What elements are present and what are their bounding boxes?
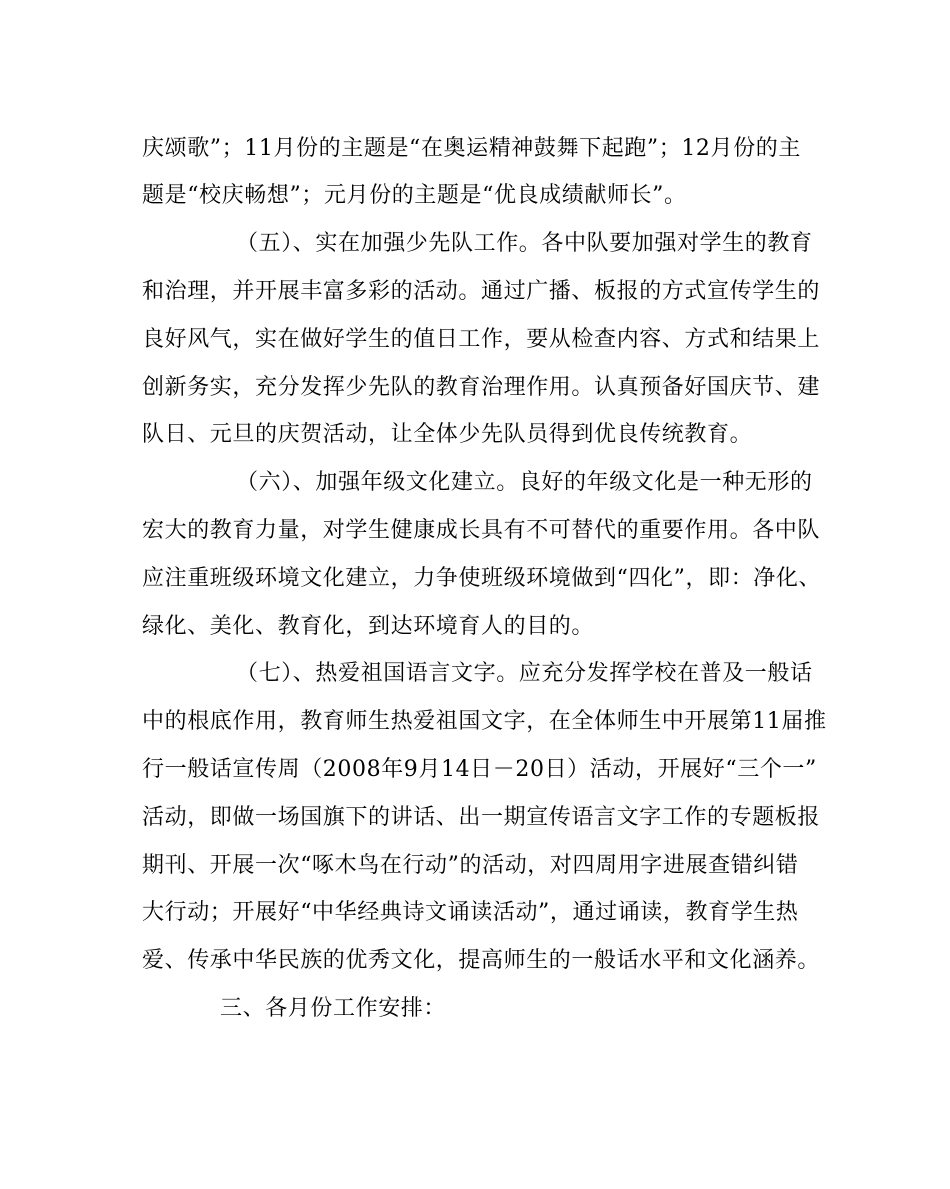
text-line-7: 队日、元旦的庆贺活动，让全体少先队员得到优良传统教育。 xyxy=(142,422,753,447)
section-six-heading: （六）、加强年级文化建立。良好的年级文化是一种无形的 xyxy=(236,470,813,495)
text-line-18: 爱、传承中华民族的优秀文化，提高师生的一般话水平和文化涵养。 xyxy=(142,948,821,973)
text-line-9: 宏大的教育力量，对学生健康成长具有不可替代的重要作用。各中队 xyxy=(142,518,821,543)
text-line-13: 中的根底作用，教育师生热爱祖国文字，在全体师生中开展第11届推 xyxy=(142,709,827,734)
text-line-14: 行一般话宣传周（2008年9月14日－20日）活动，开展好“三个一” xyxy=(142,757,817,782)
text-line-4: 和治理，并开展丰富多彩的活动。通过广播、板报的方式宣传学生的 xyxy=(142,279,821,304)
text-line-2: 题是“校庆畅想”；元月份的主题是“优良成绩献师长”。 xyxy=(142,183,687,208)
text-line-11: 绿化、美化、教育化，到达环境育人的目的。 xyxy=(142,614,595,639)
text-line-10: 应注重班级环境文化建立，力争使班级环境做到“四化”，即：净化、 xyxy=(142,566,822,591)
section-seven-heading: （七）、热爱祖国语言文字。应充分发挥学校在普及一般话 xyxy=(236,661,813,686)
text-line-5: 良好风气，实在做好学生的值日工作，要从检查内容、方式和结果上 xyxy=(142,327,821,352)
text-line-17: 大行动；开展好“中华经典诗文诵读活动”，通过诵读，教育学生热 xyxy=(142,900,799,925)
section-three-heading: 三、各月份工作安排： xyxy=(220,996,447,1021)
text-line-6: 创新务实，充分发挥少先队的教育治理作用。认真预备好国庆节、建 xyxy=(142,375,821,400)
text-line-1: 庆颂歌”；11月份的主题是“在奥运精神鼓舞下起跑”；12月份的主 xyxy=(142,136,801,161)
section-five-heading: （五）、实在加强少先队工作。各中队要加强对学生的教育 xyxy=(236,231,813,256)
text-line-15: 活动，即做一场国旗下的讲话、出一期宣传语言文字工作的专题板报 xyxy=(142,805,821,830)
text-line-16: 期刊、开展一次“啄木鸟在行动”的活动，对四周用字进展查错纠错 xyxy=(142,853,799,878)
